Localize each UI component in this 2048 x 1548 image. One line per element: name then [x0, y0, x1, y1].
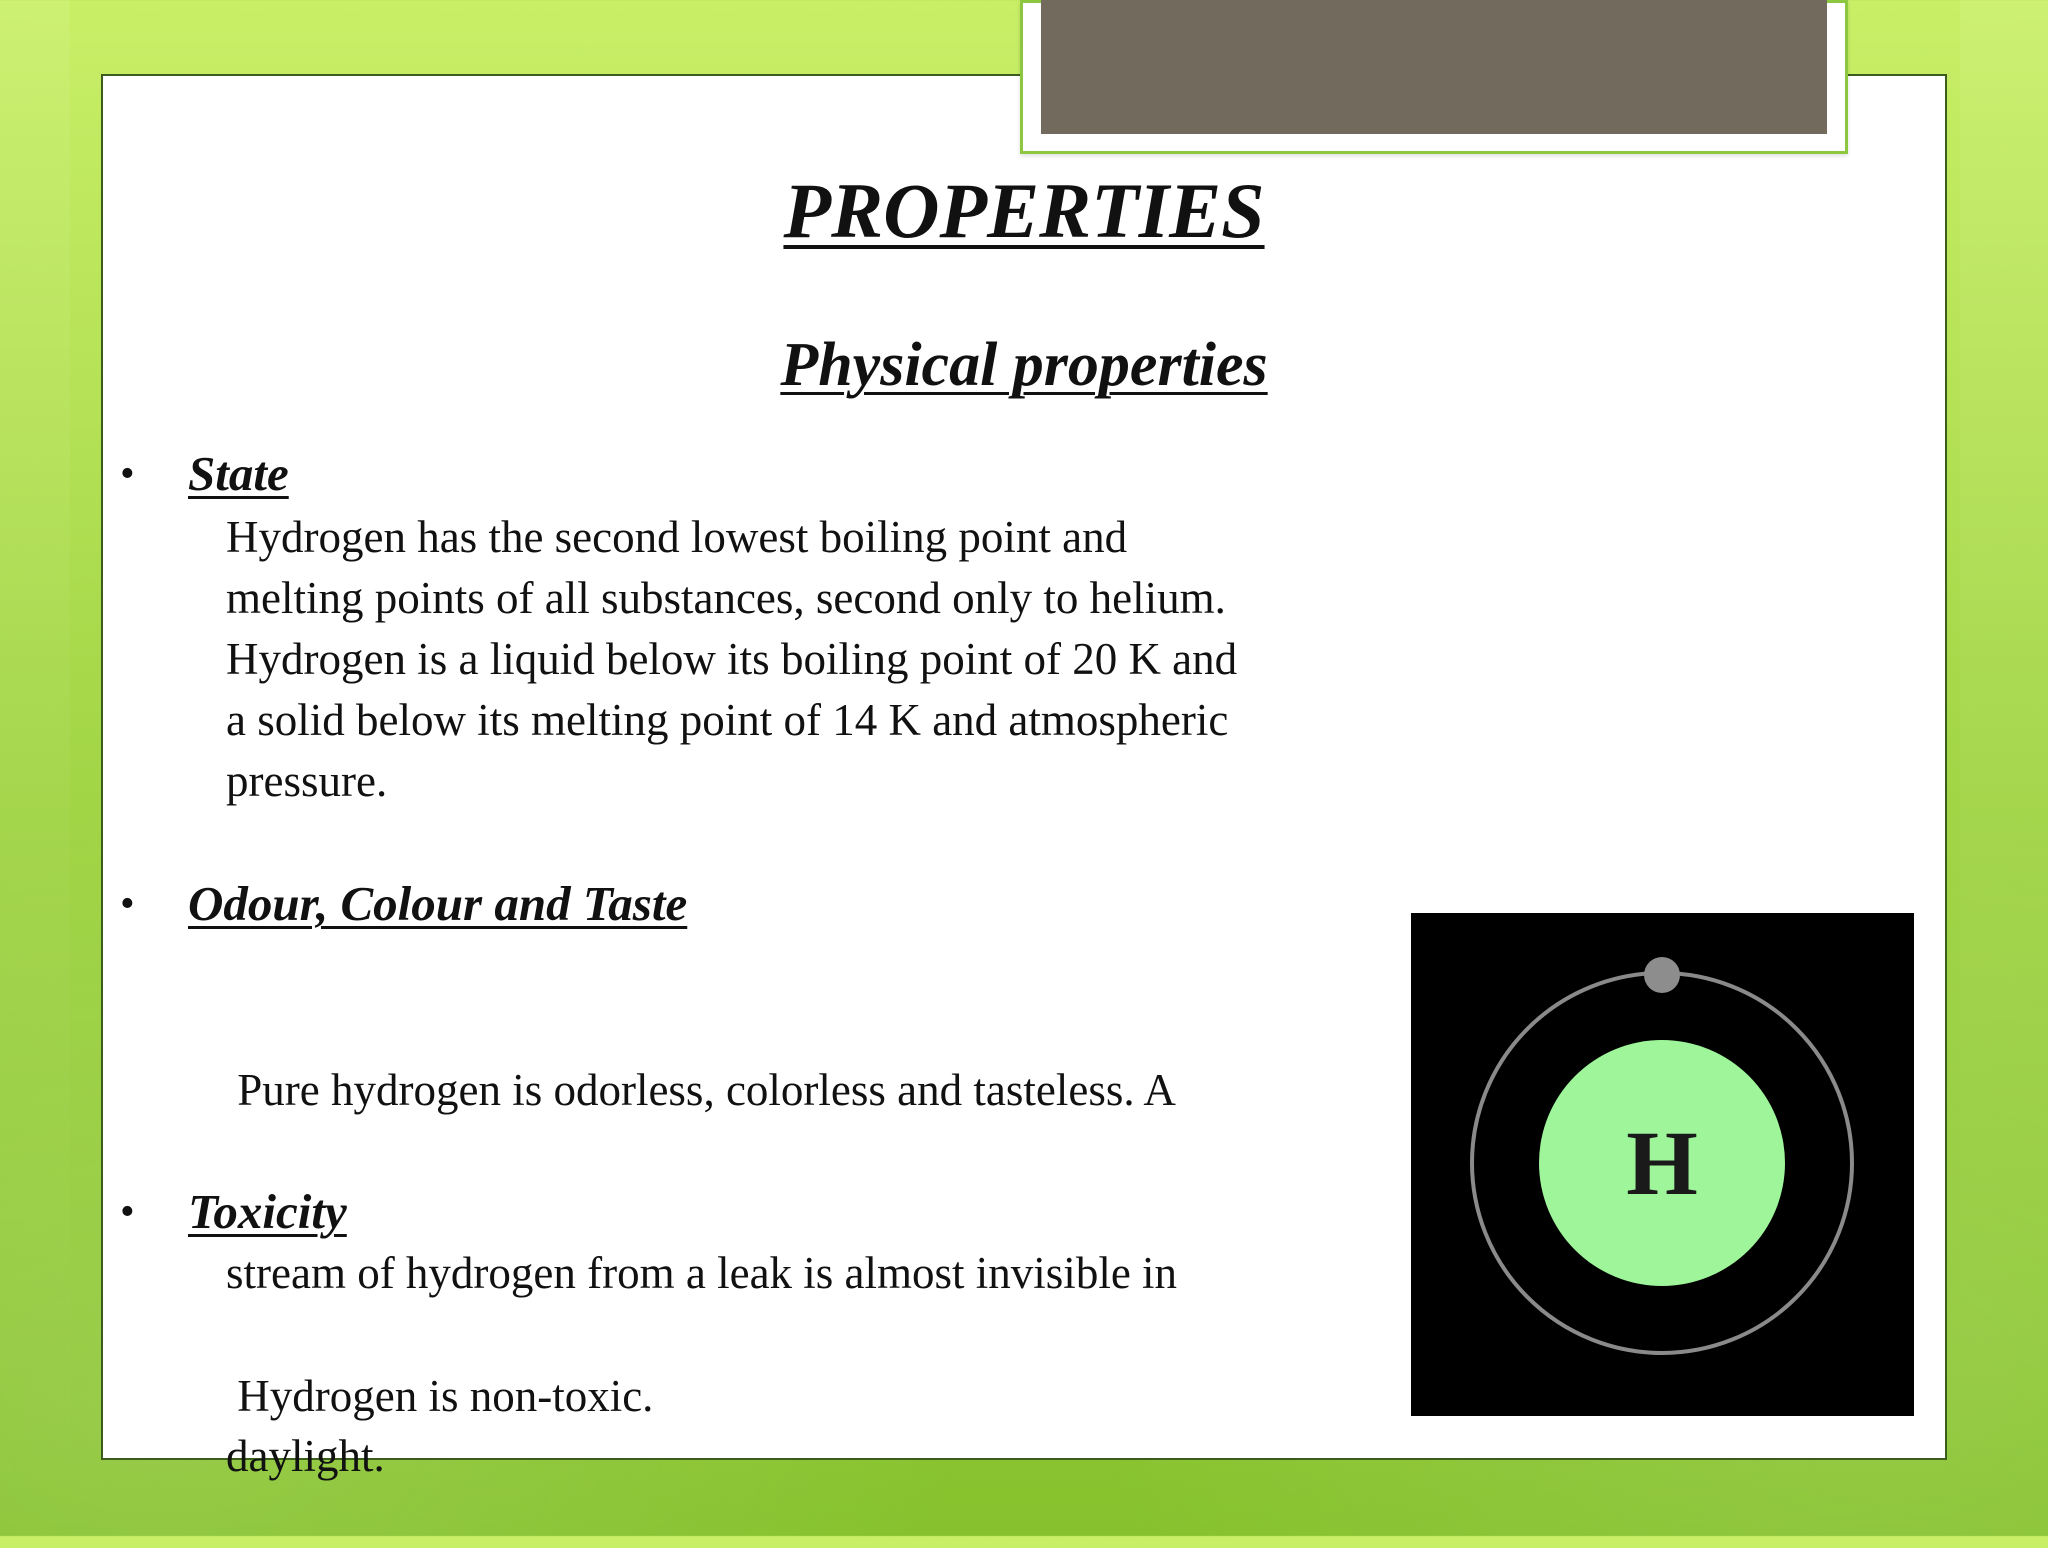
toxicity-description — [226, 1244, 1406, 1488]
bullet-toxicity: • — [120, 1189, 135, 1235]
state-line-5: pressure. — [226, 756, 388, 806]
state-line-3: Hydrogen is a liquid below its boiling point of 20 K and — [226, 634, 1238, 684]
hydrogen-atom-diagram — [1411, 913, 1914, 1416]
state-line-1: Hydrogen has the second lowest boiling point and — [226, 512, 1128, 562]
odour-line-1: Pure hydrogen is odorless, colorless and tasteless. A — [226, 1065, 1176, 1115]
state-line-2: melting points of all substances, second only to helium. — [226, 573, 1226, 623]
odour-heading: Odour, Colour and Taste — [188, 876, 688, 931]
header-block — [1041, 0, 1827, 134]
bullet-odour: • — [120, 881, 135, 927]
toxicity-line-1: Hydrogen is non-toxic. — [226, 1371, 654, 1421]
slide-title: PROPERTIES — [783, 167, 1265, 254]
odour-line-3: daylight. — [226, 1431, 385, 1481]
electron — [1644, 957, 1680, 993]
bullet-state: • — [120, 451, 135, 497]
state-heading: State — [188, 446, 289, 501]
odour-line-2: stream of hydrogen from a leak is almost invisible in — [226, 1248, 1178, 1298]
hydrogen-symbol: H — [1626, 1112, 1698, 1214]
hydrogen-atom-image — [1411, 913, 1914, 1416]
slide-subtitle: Physical properties — [780, 331, 1268, 399]
toxicity-heading: Toxicity — [188, 1184, 347, 1239]
state-line-4: a solid below its melting point of 14 K and atmospheric — [226, 695, 1229, 745]
state-description — [226, 507, 1406, 812]
